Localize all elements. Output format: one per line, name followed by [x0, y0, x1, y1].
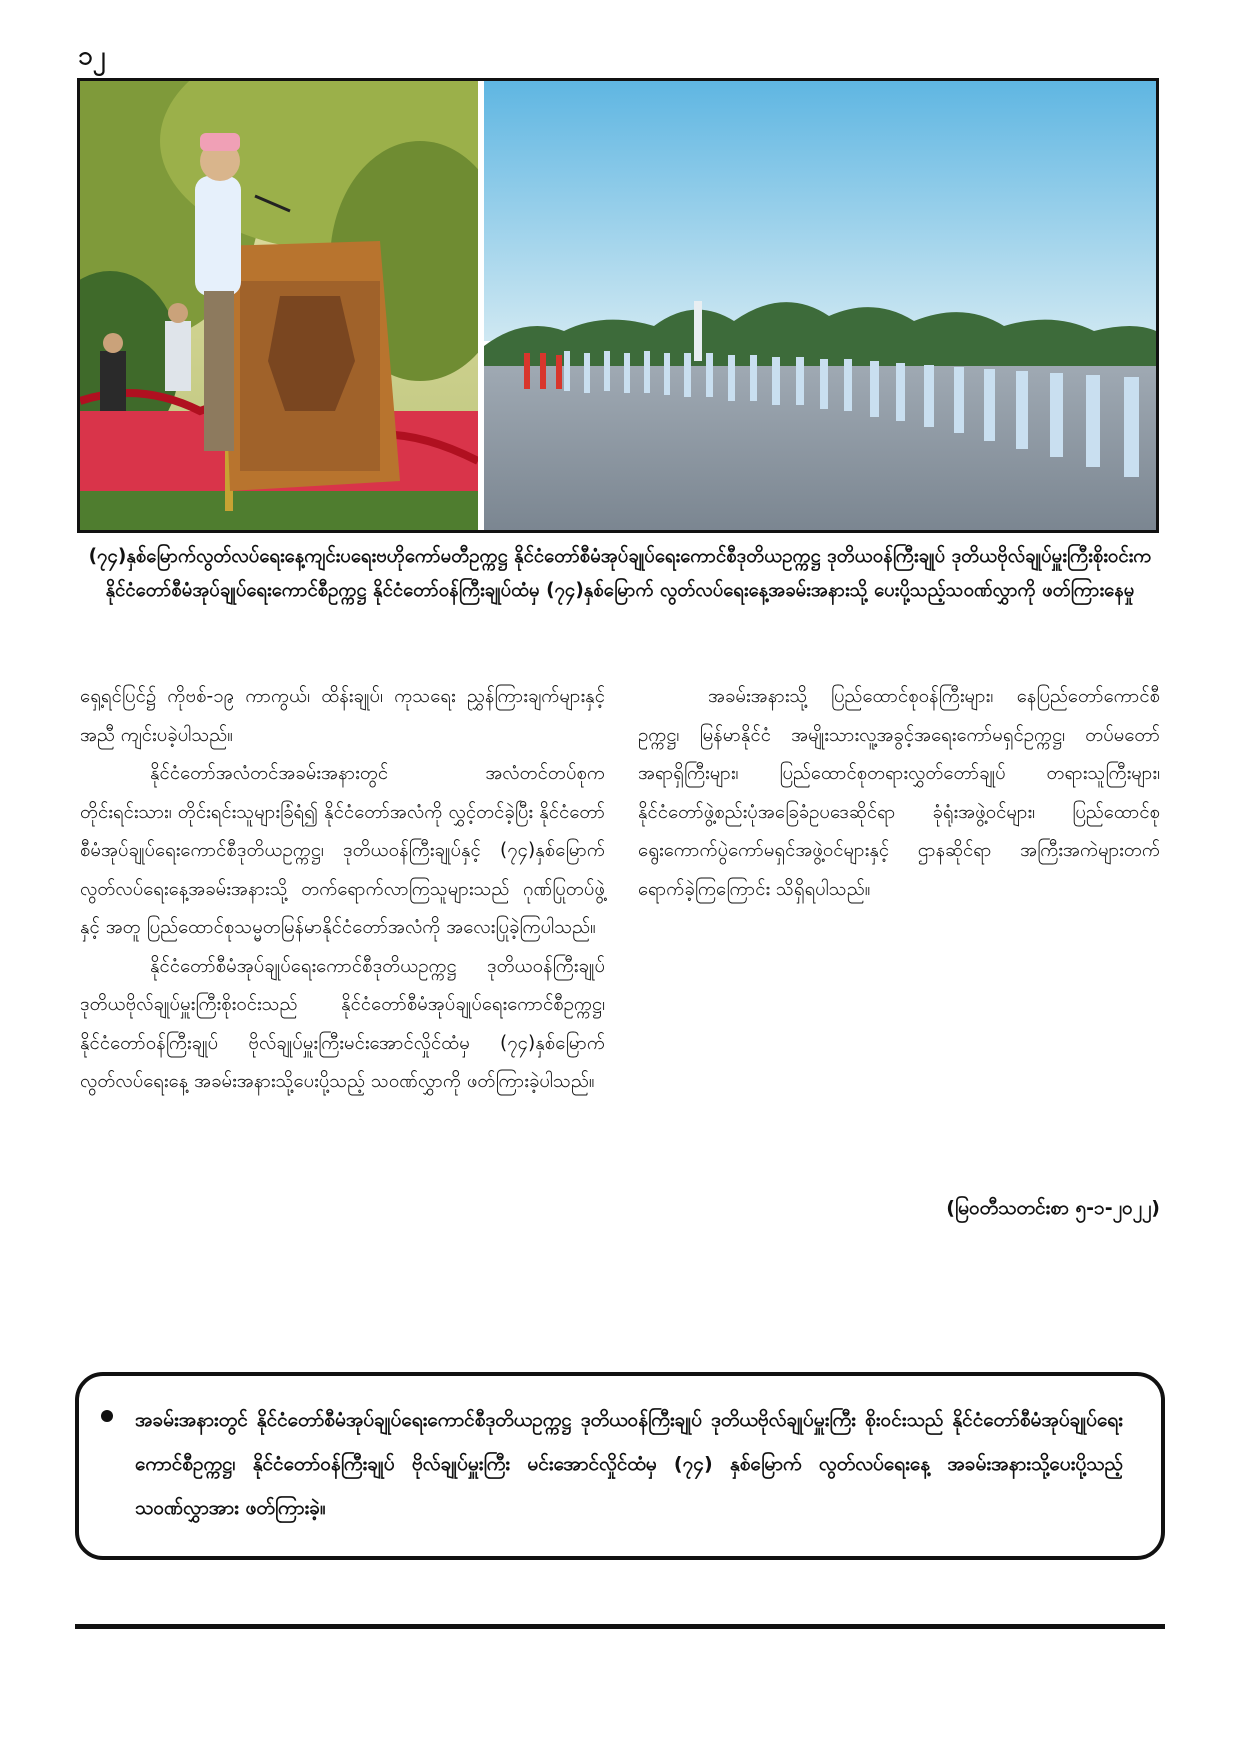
- bullet-icon: [101, 1410, 113, 1422]
- article-body: [80, 678, 1160, 1248]
- paragraph: ရှေ့ရင်ပြင်၌ ကိုဗစ်-၁၉ ကာကွယ်၊ ထိန်းချုပ်၊ ကုသရေး ညွှန်ကြားချက်များနှင့်အညီ ကျင်းပခဲ့ပါသည်။: [80, 686, 605, 746]
- parade-ground-photo: [484, 81, 1156, 530]
- bottom-rule: [75, 1624, 1165, 1629]
- paragraph: နိုင်ငံတော်စီမံအုပ်ချုပ်ရေးကောင်စီဒုတိယဥက္ကဋ္ဌ ဒုတိယဝန်ကြီးချုပ် ဒုတိယဗိုလ်ချုပ်မှူးကြီးစိုးဝင်းသည် နိုင်ငံတော်စီမံအုပ်ချုပ်ရေးကောင်စီဥက္ကဋ္ဌ၊ နိုင်ငံတော်ဝန်ကြီးချုပ် ဗိုလ်ချုပ်မှူးကြီးမင်းအောင်လှိုင်ထံမှ (၇၄)နှစ်မြောက်လွတ်လပ်ရေးနေ့ အခမ်းအနားသို့ပေးပို့သည့် သဝဏ်လွှာကို ဖတ်ကြားခဲ့ပါသည်။: [80, 955, 605, 1092]
- speaker-at-podium-photo: [80, 81, 484, 530]
- source-citation: (မြဝတီသတင်းစာ ၅-၁-၂၀၂၂): [946, 1197, 1160, 1219]
- highlight-text: အခမ်းအနားတွင် နိုင်ငံတော်စီမံအုပ်ချုပ်ရေးကောင်စီဒုတိယဥက္ကဋ္ဌ ဒုတိယဝန်ကြီးချုပ် ဒုတိယဗိုလ်ချုပ်မှူးကြီး စိုးဝင်းသည် နိုင်ငံတော်စီမံအုပ်ချုပ်ရေး ကောင်စီဥက္ကဋ္ဌ၊ နိုင်ငံတော်ဝန်ကြီးချုပ် ဗိုလ်ချုပ်မှူးကြီး မင်းအောင်လှိုင်ထံမှ (၇၄) နှစ်မြောက် လွတ်လပ်ရေးနေ့ အခမ်းအနားသို့ပေးပို့သည့် သဝဏ်လွှာအား ဖတ်ကြားခဲ့။: [135, 1409, 1123, 1519]
- photo-caption: (၇၄)နှစ်မြောက်လွတ်လပ်ရေးနေ့ကျင်းပရေးဗဟိုကော်မတီဥက္ကဋ္ဌ နိုင်ငံတော်စီမံအုပ်ချုပ်ရေးကောင်စီဒုတိယဥက္ကဋ္ဌ ဒုတိယဝန်ကြီးချုပ် ဒုတိယဗိုလ်ချုပ်မှူးကြီးစိုးဝင်းက နိုင်ငံတော်စီမံအုပ်ချုပ်ရေးကောင်စီဥက္ကဋ္ဌ နိုင်ငံတော်ဝန်ကြီးချုပ်ထံမှ (၇၄)နှစ်မြောက် လွတ်လပ်ရေးနေ့အခမ်းအနားသို့ ပေးပို့သည့်သဝဏ်လွှာကို ဖတ်ကြားနေမှု: [88, 546, 1152, 601]
- paragraph: အခမ်းအနားသို့ ပြည်ထောင်စုဝန်ကြီးများ၊ နေပြည်တော်ကောင်စီဥက္ကဋ္ဌ၊ မြန်မာနိုင်ငံ အမျိုးသားလူ့အခွင့်အရေးကော်မရှင်ဥက္ကဋ္ဌ၊ တပ်မတော်အရာရှိကြီးများ၊ ပြည်ထောင်စုတရားလွှတ်တော်ချုပ် တရားသူကြီးများ၊ နိုင်ငံတော်ဖွဲ့စည်းပုံအခြေခံဥပဒေဆိုင်ရာ ခုံရုံးအဖွဲ့ဝင်များ၊ ပြည်ထောင်စုရွေးကောက်ပွဲကော်မရှင်အဖွဲ့ဝင်များနှင့် ဌာနဆိုင်ရာ အကြီးအကဲများတက်ရောက်ခဲ့ကြကြောင်း သိရှိရပါသည်။: [638, 686, 1160, 900]
- left-column: [80, 678, 605, 1102]
- paragraph: နိုင်ငံတော်အလံတင်အခမ်းအနားတွင် အလံတင်တပ်စုက တိုင်းရင်းသား၊ တိုင်းရင်းသူများခြံရံ၍ နိုင်ငံတော်အလံကို လွှင့်တင်ခဲ့ပြီး နိုင်ငံတော်စီမံအုပ်ချုပ်ရေးကောင်စီဒုတိယဥက္ကဋ္ဌ၊ ဒုတိယဝန်ကြီးချုပ်နှင့် (၇၄)နှစ်မြောက် လွတ်လပ်ရေးနေ့အခမ်းအနားသို့ တက်ရောက်လာကြသူများသည် ဂုဏ်ပြုတပ်ဖွဲ့နှင့် အတူ ပြည်ထောင်စုသမ္မတမြန်မာနိုင်ငံတော်အလံကို အလေးပြုခဲ့ကြပါသည်။: [80, 763, 605, 938]
- photo-frame: [77, 78, 1159, 533]
- highlight-box: [75, 1372, 1165, 1560]
- page-number: ၁၂: [78, 41, 106, 71]
- right-column: [638, 678, 1160, 909]
